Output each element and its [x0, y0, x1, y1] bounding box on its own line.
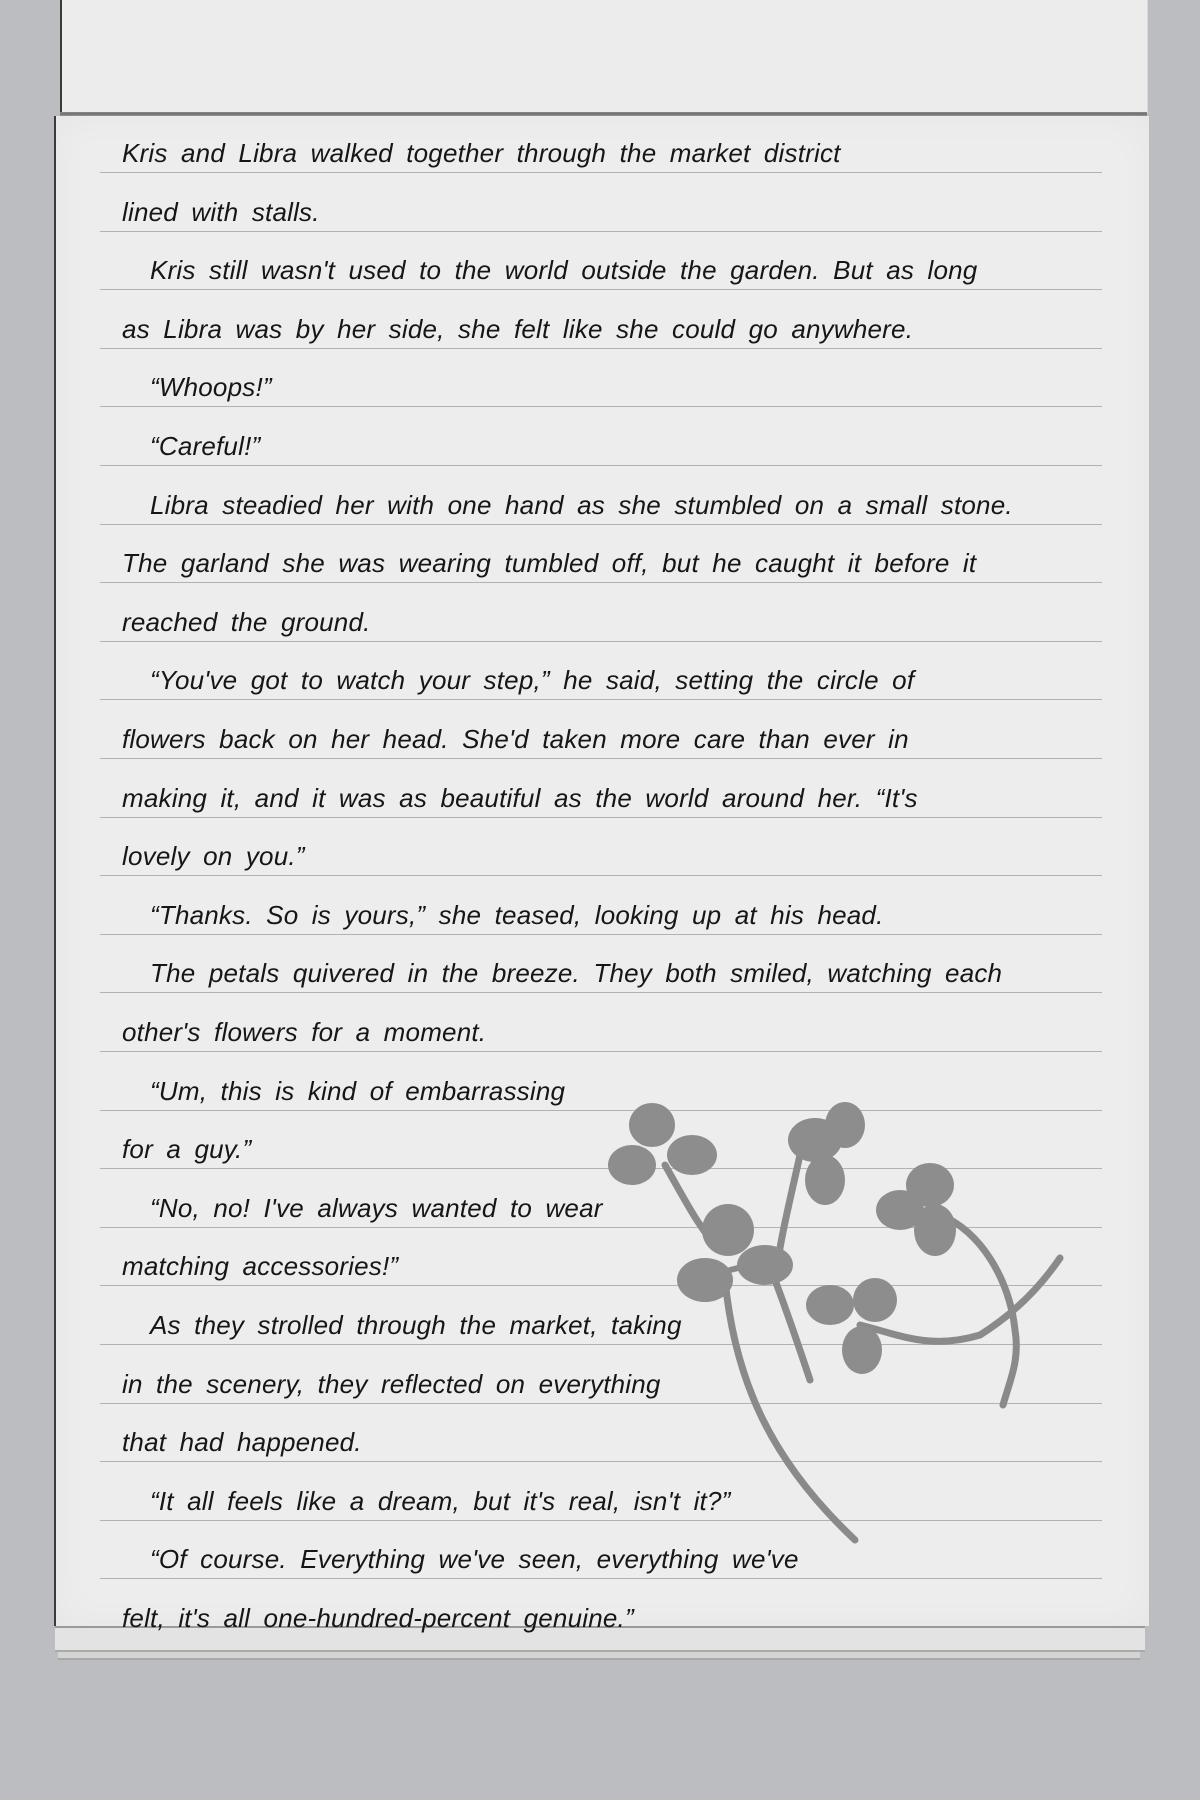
ruled-line — [100, 289, 1102, 290]
clover-leaf-icon — [806, 1278, 897, 1374]
text-line: The garland she was wearing tumbled off, but he caught it before it — [122, 548, 977, 579]
notebook-top-flap — [60, 0, 1148, 114]
ruled-line — [100, 934, 1102, 935]
ruled-line — [100, 699, 1102, 700]
text-line: The petals quivered in the breeze. They both smiled, watching each — [150, 958, 1003, 989]
ruled-line — [100, 992, 1102, 993]
ruled-line — [100, 758, 1102, 759]
text-line: lovely on you.” — [122, 841, 305, 872]
text-line: that had happened. — [122, 1427, 362, 1458]
ruled-line — [100, 465, 1102, 466]
text-line: “No, no! I've always wanted to wear — [150, 1192, 603, 1223]
text-line: matching accessories!” — [122, 1251, 399, 1282]
ruled-line — [100, 641, 1102, 642]
clover-leaf-icon — [608, 1103, 717, 1185]
text-line: Kris and Libra walked together through the market district — [122, 138, 841, 168]
text-line: for a guy.” — [122, 1134, 252, 1165]
text-line: “Thanks. So is yours,” she teased, looking up at his head. — [150, 899, 884, 930]
text-line: in the scenery, they reflected on everything — [122, 1368, 661, 1399]
text-line: felt, it's all one-hundred-percent genuine.” — [122, 1603, 634, 1633]
text-line: other's flowers for a moment. — [122, 1017, 487, 1047]
ruled-line — [100, 582, 1102, 583]
text-line: Kris still wasn't used to the world outside the garden. But as long — [150, 255, 978, 286]
ruled-line — [100, 1051, 1102, 1052]
text-line: as Libra was by her side, she felt like she could go anywhere. — [122, 313, 914, 344]
clover-leaf-icon — [788, 1102, 865, 1205]
text-line: Libra steadied her with one hand as she stumbled on a small stone. — [150, 489, 1013, 520]
text-line: “Of course. Everything we've seen, everything we've — [150, 1544, 799, 1575]
text-line: “Careful!” — [150, 431, 261, 461]
text-line: As they strolled through the market, taking — [150, 1310, 682, 1340]
text-line: “Um, this is kind of embarrassing — [150, 1075, 566, 1106]
text-line: “You've got to watch your step,” he said, setting the circle of — [150, 665, 915, 696]
text-line: making it, and it was as beautiful as the world around her. “It's — [122, 782, 918, 813]
text-line: lined with stalls. — [122, 196, 320, 227]
text-line: “It all feels like a dream, but it's real, isn't it?” — [150, 1485, 731, 1516]
clover-leaf-icon — [876, 1163, 956, 1256]
ruled-line — [100, 1578, 1102, 1579]
ruled-line — [100, 875, 1102, 876]
ruled-line — [100, 172, 1102, 173]
text-line: reached the ground. — [122, 606, 371, 637]
text-line: “Whoops!” — [150, 372, 272, 403]
text-line: flowers back on her head. She'd taken more care than ever in — [122, 724, 909, 754]
ruled-line — [100, 406, 1102, 407]
ruled-line — [100, 524, 1102, 525]
ruled-line — [100, 231, 1102, 232]
clover-sprigs-icon — [600, 1080, 1080, 1550]
ruled-line — [100, 348, 1102, 349]
ruled-line — [100, 817, 1102, 818]
